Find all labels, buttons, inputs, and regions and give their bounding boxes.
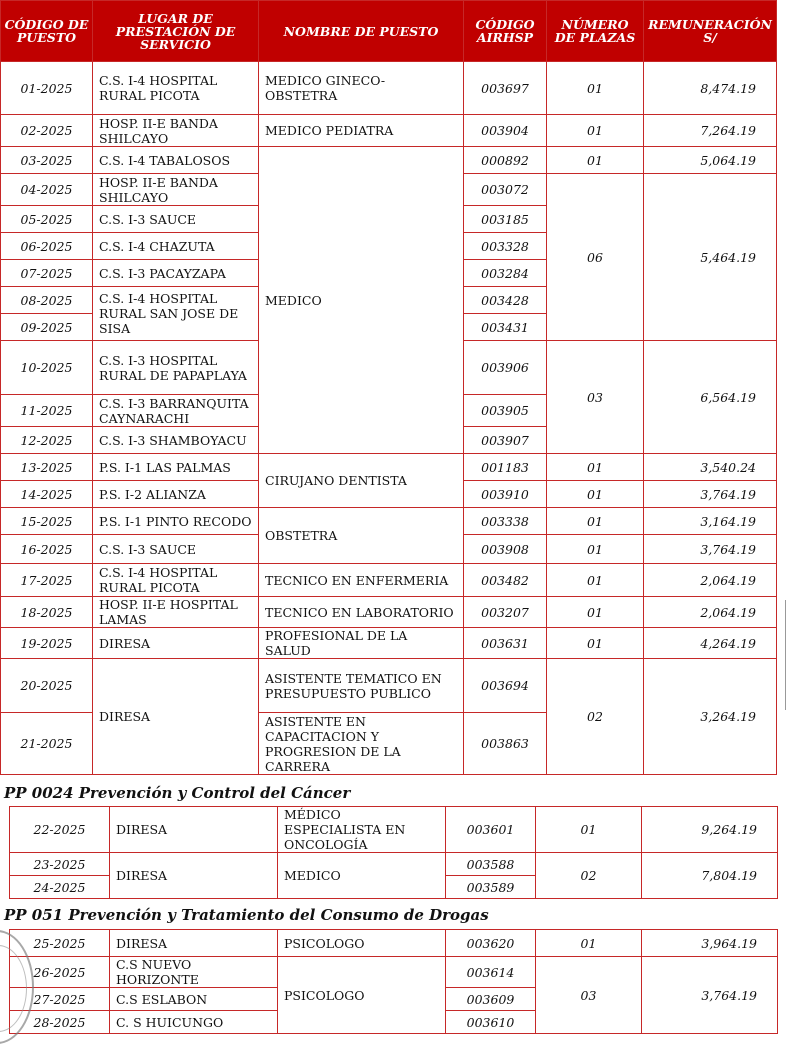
lugar-cell: C.S. I-4 HOSPITAL RURAL PICOTA bbox=[93, 564, 259, 597]
airhsp-cell: 003614 bbox=[446, 957, 536, 988]
remuneracion-cell: 5,464.19 bbox=[644, 174, 777, 341]
plazas-cell: 01 bbox=[547, 564, 644, 597]
lugar-cell: DIRESA bbox=[110, 930, 278, 957]
header-codigo-puesto: CÓDIGO DE PUESTO bbox=[1, 1, 93, 62]
lugar-cell: P.S. I-1 PINTO RECODO bbox=[93, 508, 259, 535]
plazas-cell: 06 bbox=[547, 174, 644, 341]
remuneracion-cell: 3,964.19 bbox=[642, 930, 778, 957]
lugar-cell: DIRESA bbox=[93, 659, 259, 775]
puesto-cell: TECNICO EN LABORATORIO bbox=[259, 597, 464, 628]
airhsp-cell: 003694 bbox=[464, 659, 547, 713]
table-header-row bbox=[1, 1, 777, 62]
airhsp-cell: 003631 bbox=[464, 628, 547, 659]
lugar-cell: HOSP. II-E BANDA SHILCAYO bbox=[93, 174, 259, 206]
airhsp-cell: 003588 bbox=[446, 853, 536, 876]
plazas-cell: 01 bbox=[547, 628, 644, 659]
lugar-cell: HOSP. II-E HOSPITAL LAMAS bbox=[93, 597, 259, 628]
table-row bbox=[1, 564, 777, 597]
codigo-cell: 26-2025 bbox=[10, 957, 110, 988]
codigo-cell: 12-2025 bbox=[1, 427, 93, 454]
remuneracion-cell: 6,564.19 bbox=[644, 341, 777, 454]
airhsp-cell: 003907 bbox=[464, 427, 547, 454]
lugar-cell: C.S. I-4 TABALOSOS bbox=[93, 147, 259, 174]
airhsp-cell: 003072 bbox=[464, 174, 547, 206]
pp0024-table bbox=[9, 806, 778, 899]
remuneracion-cell: 3,764.19 bbox=[644, 535, 777, 564]
lugar-cell: C.S. I-3 SAUCE bbox=[93, 206, 259, 233]
lugar-cell: DIRESA bbox=[110, 853, 278, 899]
airhsp-cell: 003908 bbox=[464, 535, 547, 564]
airhsp-cell: 003428 bbox=[464, 287, 547, 314]
airhsp-cell: 003284 bbox=[464, 260, 547, 287]
airhsp-cell: 003610 bbox=[446, 1011, 536, 1034]
codigo-cell: 24-2025 bbox=[10, 876, 110, 899]
table-row bbox=[1, 628, 777, 659]
table-row bbox=[1, 508, 777, 535]
section-title-pp051: PP 051 Prevención y Tratamiento del Consumo de Drogas bbox=[4, 906, 489, 924]
lugar-cell: C.S. I-4 HOSPITAL RURAL SAN JOSE DE SISA bbox=[93, 287, 259, 341]
puesto-cell: PSICOLOGO bbox=[278, 930, 446, 957]
table-row bbox=[1, 597, 777, 628]
plazas-cell: 02 bbox=[547, 659, 644, 775]
puesto-cell: TECNICO EN ENFERMERIA bbox=[259, 564, 464, 597]
table-row bbox=[10, 957, 778, 988]
codigo-cell: 20-2025 bbox=[1, 659, 93, 713]
lugar-cell: C.S. I-3 SAUCE bbox=[93, 535, 259, 564]
plazas-cell: 01 bbox=[547, 597, 644, 628]
remuneracion-cell: 8,474.19 bbox=[644, 62, 777, 115]
lugar-cell: C.S. I-3 PACAYZAPA bbox=[93, 260, 259, 287]
remuneracion-cell: 3,264.19 bbox=[644, 659, 777, 775]
plazas-cell: 01 bbox=[547, 147, 644, 174]
remuneracion-cell: 4,264.19 bbox=[644, 628, 777, 659]
table-row bbox=[10, 853, 778, 876]
codigo-cell: 17-2025 bbox=[1, 564, 93, 597]
codigo-cell: 02-2025 bbox=[1, 115, 93, 147]
airhsp-cell: 003609 bbox=[446, 988, 536, 1011]
remuneracion-cell: 9,264.19 bbox=[642, 807, 778, 853]
codigo-cell: 16-2025 bbox=[1, 535, 93, 564]
plazas-cell: 03 bbox=[547, 341, 644, 454]
lugar-cell: P.S. I-1 LAS PALMAS bbox=[93, 454, 259, 481]
airhsp-cell: 003431 bbox=[464, 314, 547, 341]
plazas-cell: 01 bbox=[547, 481, 644, 508]
lugar-cell: C.S NUEVO HORIZONTE bbox=[110, 957, 278, 988]
puesto-cell: MÉDICO ESPECIALISTA EN ONCOLOGÍA bbox=[278, 807, 446, 853]
plazas-cell: 01 bbox=[547, 508, 644, 535]
codigo-cell: 11-2025 bbox=[1, 395, 93, 427]
lugar-cell: C.S. I-3 BARRANQUITA CAYNARACHI bbox=[93, 395, 259, 427]
remuneracion-cell: 3,164.19 bbox=[644, 508, 777, 535]
remuneracion-cell: 7,804.19 bbox=[642, 853, 778, 899]
airhsp-cell: 003697 bbox=[464, 62, 547, 115]
airhsp-cell: 003482 bbox=[464, 564, 547, 597]
lugar-cell: P.S. I-2 ALIANZA bbox=[93, 481, 259, 508]
header-airhsp: CÓDIGO AIRHSP bbox=[464, 1, 547, 62]
codigo-cell: 01-2025 bbox=[1, 62, 93, 115]
lugar-cell: C.S. I-4 HOSPITAL RURAL PICOTA bbox=[93, 62, 259, 115]
codigo-cell: 18-2025 bbox=[1, 597, 93, 628]
lugar-cell: DIRESA bbox=[110, 807, 278, 853]
lugar-cell: C.S. I-4 CHAZUTA bbox=[93, 233, 259, 260]
puesto-cell: ASISTENTE TEMATICO EN PRESUPUESTO PUBLICO bbox=[259, 659, 464, 713]
remuneracion-cell: 3,764.19 bbox=[642, 957, 778, 1034]
airhsp-cell: 003185 bbox=[464, 206, 547, 233]
airhsp-cell: 003910 bbox=[464, 481, 547, 508]
lugar-cell: C.S. I-3 SHAMBOYACU bbox=[93, 427, 259, 454]
header-nombre-puesto: NOMBRE DE PUESTO bbox=[259, 1, 464, 62]
codigo-cell: 06-2025 bbox=[1, 233, 93, 260]
codigo-cell: 08-2025 bbox=[1, 287, 93, 314]
plazas-cell: 01 bbox=[536, 930, 642, 957]
airhsp-cell: 000892 bbox=[464, 147, 547, 174]
header-lugar: LUGAR DE PRESTACIÓN DE SERVICIO bbox=[93, 1, 259, 62]
lugar-cell: HOSP. II-E BANDA SHILCAYO bbox=[93, 115, 259, 147]
puesto-cell: MEDICO PEDIATRA bbox=[259, 115, 464, 147]
airhsp-cell: 003207 bbox=[464, 597, 547, 628]
pp051-table bbox=[9, 929, 778, 1034]
codigo-cell: 09-2025 bbox=[1, 314, 93, 341]
plazas-cell: 01 bbox=[547, 535, 644, 564]
lugar-cell: C.S. I-3 HOSPITAL RURAL DE PAPAPLAYA bbox=[93, 341, 259, 395]
plazas-cell: 01 bbox=[536, 807, 642, 853]
airhsp-cell: 003338 bbox=[464, 508, 547, 535]
codigo-cell: 03-2025 bbox=[1, 147, 93, 174]
plazas-cell: 01 bbox=[547, 62, 644, 115]
airhsp-cell: 003328 bbox=[464, 233, 547, 260]
codigo-cell: 25-2025 bbox=[10, 930, 110, 957]
puesto-cell: MEDICO GINECO-OBSTETRA bbox=[259, 62, 464, 115]
table-row bbox=[1, 147, 777, 174]
codigo-cell: 04-2025 bbox=[1, 174, 93, 206]
section-title-pp0024: PP 0024 Prevención y Control del Cáncer bbox=[4, 784, 351, 802]
airhsp-cell: 003906 bbox=[464, 341, 547, 395]
table-row bbox=[1, 659, 777, 713]
codigo-cell: 15-2025 bbox=[1, 508, 93, 535]
table-row bbox=[10, 807, 778, 853]
remuneracion-cell: 7,264.19 bbox=[644, 115, 777, 147]
table-row bbox=[10, 930, 778, 957]
lugar-cell: C.S ESLABON bbox=[110, 988, 278, 1011]
codigo-cell: 22-2025 bbox=[10, 807, 110, 853]
puesto-cell: CIRUJANO DENTISTA bbox=[259, 454, 464, 508]
remuneracion-cell: 3,764.19 bbox=[644, 481, 777, 508]
codigo-cell: 14-2025 bbox=[1, 481, 93, 508]
remuneracion-cell: 2,064.19 bbox=[644, 597, 777, 628]
header-remuneracion: REMUNERACIÓN S/ bbox=[644, 1, 777, 62]
table-row bbox=[1, 454, 777, 481]
table-row bbox=[1, 62, 777, 115]
table-row bbox=[1, 115, 777, 147]
airhsp-cell: 003601 bbox=[446, 807, 536, 853]
codigo-cell: 21-2025 bbox=[1, 713, 93, 775]
puesto-cell: PROFESIONAL DE LA SALUD bbox=[259, 628, 464, 659]
codigo-cell: 13-2025 bbox=[1, 454, 93, 481]
header-plazas: NÚMERO DE PLAZAS bbox=[547, 1, 644, 62]
remuneracion-cell: 3,540.24 bbox=[644, 454, 777, 481]
codigo-cell: 23-2025 bbox=[10, 853, 110, 876]
puesto-cell: OBSTETRA bbox=[259, 508, 464, 564]
remuneracion-cell: 2,064.19 bbox=[644, 564, 777, 597]
codigo-cell: 10-2025 bbox=[1, 341, 93, 395]
airhsp-cell: 003620 bbox=[446, 930, 536, 957]
airhsp-cell: 003905 bbox=[464, 395, 547, 427]
codigo-cell: 27-2025 bbox=[10, 988, 110, 1011]
lugar-cell: C. S HUICUNGO bbox=[110, 1011, 278, 1034]
puesto-cell: PSICOLOGO bbox=[278, 957, 446, 1034]
puesto-cell: MEDICO bbox=[278, 853, 446, 899]
puesto-cell: MEDICO bbox=[259, 147, 464, 454]
codigo-cell: 19-2025 bbox=[1, 628, 93, 659]
plazas-cell: 01 bbox=[547, 115, 644, 147]
airhsp-cell: 003863 bbox=[464, 713, 547, 775]
page-edge-line bbox=[785, 600, 786, 710]
codigo-cell: 28-2025 bbox=[10, 1011, 110, 1034]
puesto-cell: ASISTENTE EN CAPACITACION Y PROGRESION DE LA CARRERA bbox=[259, 713, 464, 775]
airhsp-cell: 001183 bbox=[464, 454, 547, 481]
plazas-cell: 01 bbox=[547, 454, 644, 481]
plazas-cell: 03 bbox=[536, 957, 642, 1034]
remuneracion-cell: 5,064.19 bbox=[644, 147, 777, 174]
airhsp-cell: 003589 bbox=[446, 876, 536, 899]
airhsp-cell: 003904 bbox=[464, 115, 547, 147]
codigo-cell: 07-2025 bbox=[1, 260, 93, 287]
lugar-cell: DIRESA bbox=[93, 628, 259, 659]
codigo-cell: 05-2025 bbox=[1, 206, 93, 233]
plazas-cell: 02 bbox=[536, 853, 642, 899]
